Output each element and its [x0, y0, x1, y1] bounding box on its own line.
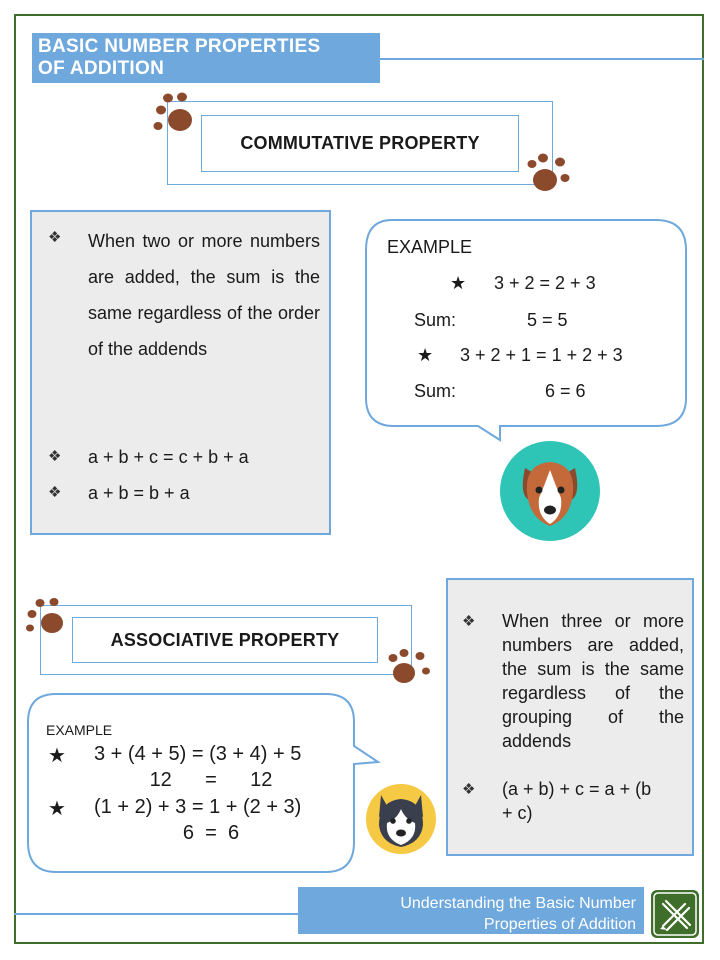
- page-title-line2: OF ADDITION: [38, 58, 165, 79]
- commutative-formula-item: [48, 447, 249, 468]
- associative-description-item: [462, 612, 686, 753]
- commutative-heading: [201, 115, 519, 172]
- star-icon: ★: [417, 345, 434, 365]
- page-title: [32, 33, 380, 83]
- pencil-ruler-logo-icon: [650, 889, 700, 939]
- associative-example-2-result-text: 6 = 6: [182, 822, 240, 844]
- associative-example-label: EXAMPLE: [46, 722, 113, 738]
- commutative-description-text: When two or more numbers are added, the sum is the same regardless of the order of the addends: [88, 231, 320, 359]
- commutative-formula-1: a + b + c = c + b + a: [88, 447, 249, 467]
- associative-example-2: (1 + 2) + 3 = 1 + (2 + 3): [94, 796, 302, 818]
- diamond-bullet-icon: ❖: [462, 613, 476, 630]
- diamond-bullet-icon: ❖: [462, 781, 476, 798]
- commutative-example-1: 3 + 2 = 2 + 3: [494, 273, 596, 293]
- diamond-bullet-icon: ❖: [48, 229, 62, 246]
- associative-formula-line2: + c): [502, 803, 533, 823]
- commutative-formula-item: [48, 483, 190, 504]
- star-icon: ★: [48, 798, 66, 820]
- associative-heading-text: ASSOCIATIVE PROPERTY: [110, 629, 340, 650]
- dog-face-icon: [499, 440, 601, 542]
- commutative-formula-2: a + b = b + a: [88, 483, 190, 503]
- paw-print-icon: [388, 648, 436, 690]
- diamond-bullet-icon: ❖: [48, 484, 62, 501]
- associative-formula-line1: (a + b) + c = a + (b: [502, 779, 652, 799]
- husky-face-icon: [365, 783, 437, 855]
- commutative-heading-text: COMMUTATIVE PROPERTY: [240, 133, 480, 153]
- commutative-example-label: EXAMPLE: [387, 237, 473, 257]
- associative-example-1-result-text: 12 = 12: [149, 769, 273, 791]
- footer-divider: [14, 913, 298, 915]
- title-divider: [380, 58, 704, 60]
- star-icon: ★: [48, 745, 66, 767]
- commutative-sum-label-1: Sum:: [414, 310, 457, 330]
- commutative-example-2: 3 + 2 + 1 = 1 + 2 + 3: [460, 345, 623, 365]
- associative-formula-item: [462, 780, 686, 825]
- star-icon: ★: [450, 273, 467, 293]
- footer-title-line2: Properties of Addition: [483, 916, 636, 933]
- commutative-description-item: [48, 228, 320, 367]
- footer-title-line1: Understanding the Basic Number: [400, 895, 636, 912]
- associative-heading: [72, 617, 378, 663]
- paw-print-icon: [24, 596, 70, 640]
- associative-formula: [502, 777, 684, 825]
- commutative-example-2-sum: 6 = 6: [545, 381, 586, 401]
- paw-print-icon: [527, 152, 577, 198]
- diamond-bullet-icon: ❖: [48, 448, 62, 465]
- associative-description-text: When three or more numbers are added, the sum is the same regardless of the grouping of the addends: [502, 611, 684, 751]
- page-title-line1: BASIC NUMBER PROPERTIES: [38, 36, 321, 57]
- paw-print-icon: [150, 90, 200, 140]
- commutative-example-1-sum: 5 = 5: [527, 310, 568, 330]
- commutative-sum-label-2: Sum:: [414, 381, 457, 401]
- associative-example-2-result: [94, 822, 328, 845]
- footer-title: [298, 887, 644, 934]
- associative-example-1: 3 + (4 + 5) = (3 + 4) + 5: [94, 743, 302, 765]
- associative-example-1-result: [94, 769, 328, 792]
